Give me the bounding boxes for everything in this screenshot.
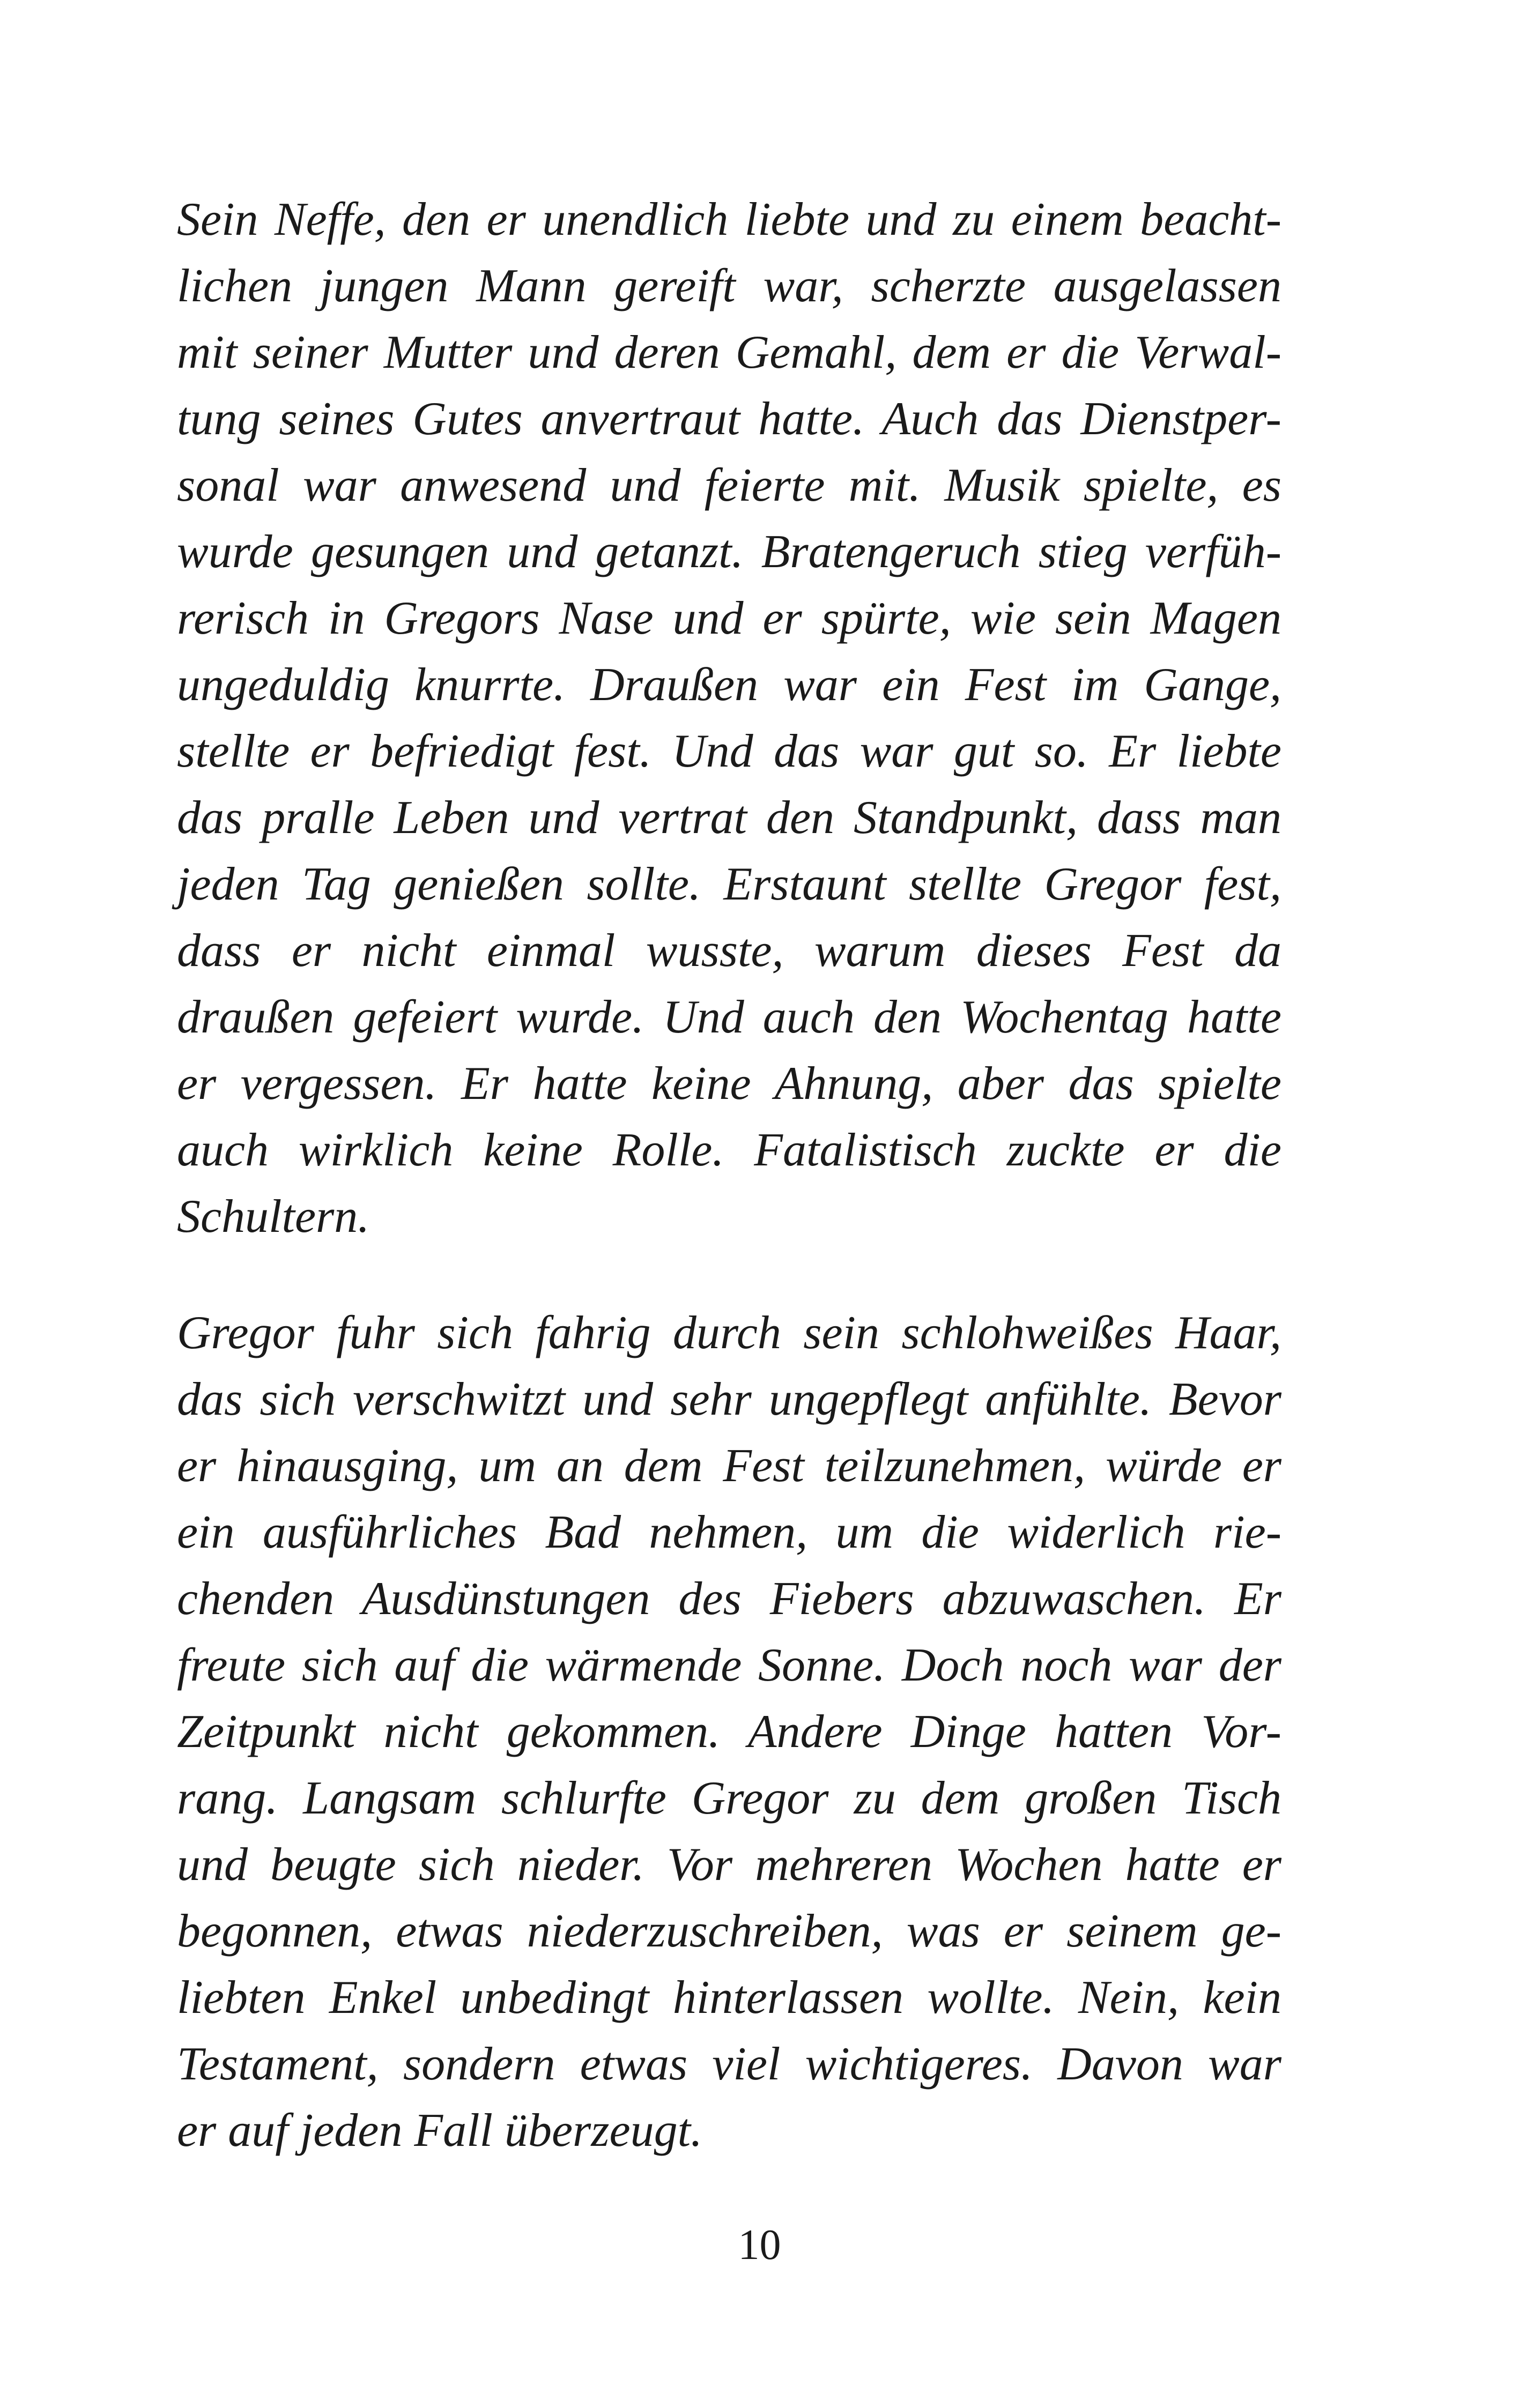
text-line: rerisch in Gregors Nase und er spürte, wie sein Magen (177, 592, 1281, 644)
text-line: er vergessen. Er hatte keine Ahnung, aber das spielte (177, 1058, 1281, 1110)
text-line: mit seiner Mutter und deren Gemahl, dem er die Verwal- (177, 326, 1281, 378)
text-line: liebten Enkel unbedingt hinterlassen wollte. Nein, kein (177, 1972, 1281, 2024)
text-line: lichen jungen Mann gereift war, scherzte ausgelassen (177, 260, 1281, 312)
text-line: stellte er befriedigt fest. Und das war gut so. Er liebte (177, 725, 1281, 777)
paragraph-2 (177, 1300, 1281, 2164)
text-line: Schultern. (177, 1191, 370, 1243)
text-line: tung seines Gutes anvertraut hatte. Auch das Dienstper- (177, 393, 1281, 445)
text-line: ein ausführliches Bad nehmen, um die widerlich rie- (177, 1506, 1281, 1558)
text-line: sonal war anwesend und feierte mit. Musik spielte, es (177, 459, 1281, 511)
text-line: auch wirklich keine Rolle. Fatalistisch zuckte er die (177, 1124, 1281, 1176)
text-line: jeden Tag genießen sollte. Erstaunt stellte Gregor fest, (177, 858, 1281, 910)
text-line: chenden Ausdünstungen des Fiebers abzuwaschen. Er (177, 1573, 1281, 1625)
text-line: dass er nicht einmal wusste, warum dieses Fest da (177, 925, 1281, 977)
text-line: begonnen, etwas niederzuschreiben, was er seinem ge- (177, 1905, 1281, 1957)
text-line: Zeitpunkt nicht gekommen. Andere Dinge hatten Vor- (177, 1706, 1281, 1758)
text-line: Gregor fuhr sich fahrig durch sein schlohweißes Haar, (177, 1307, 1281, 1359)
text-line: er auf jeden Fall überzeugt. (177, 2105, 703, 2157)
text-line: und beugte sich nieder. Vor mehreren Wochen hatte er (177, 1839, 1281, 1891)
text-line: wurde gesungen und getanzt. Bratengeruch stieg verfüh- (177, 526, 1281, 578)
text-line: freute sich auf die wärmende Sonne. Doch noch war der (177, 1639, 1281, 1691)
text-line: er hinausging, um an dem Fest teilzunehmen, würde er (177, 1440, 1281, 1492)
text-line: ungeduldig knurrte. Draußen war ein Fest im Gange, (177, 659, 1281, 711)
text-line: Testament, sondern etwas viel wichtigeres. Davon war (177, 2038, 1281, 2090)
text-line: draußen gefeiert wurde. Und auch den Wochentag hatte (177, 991, 1281, 1043)
text-line: rang. Langsam schlurfte Gregor zu dem großen Tisch (177, 1772, 1281, 1824)
text-line: das pralle Leben und vertrat den Standpunkt, dass man (177, 792, 1281, 844)
text-line: Sein Neffe, den er unendlich liebte und zu einem beacht- (177, 194, 1281, 246)
paragraph-1 (177, 187, 1281, 1250)
text-line: das sich verschwitzt und sehr ungepflegt anfühlte. Bevor (177, 1373, 1281, 1425)
page-number: 10 (738, 2221, 781, 2269)
